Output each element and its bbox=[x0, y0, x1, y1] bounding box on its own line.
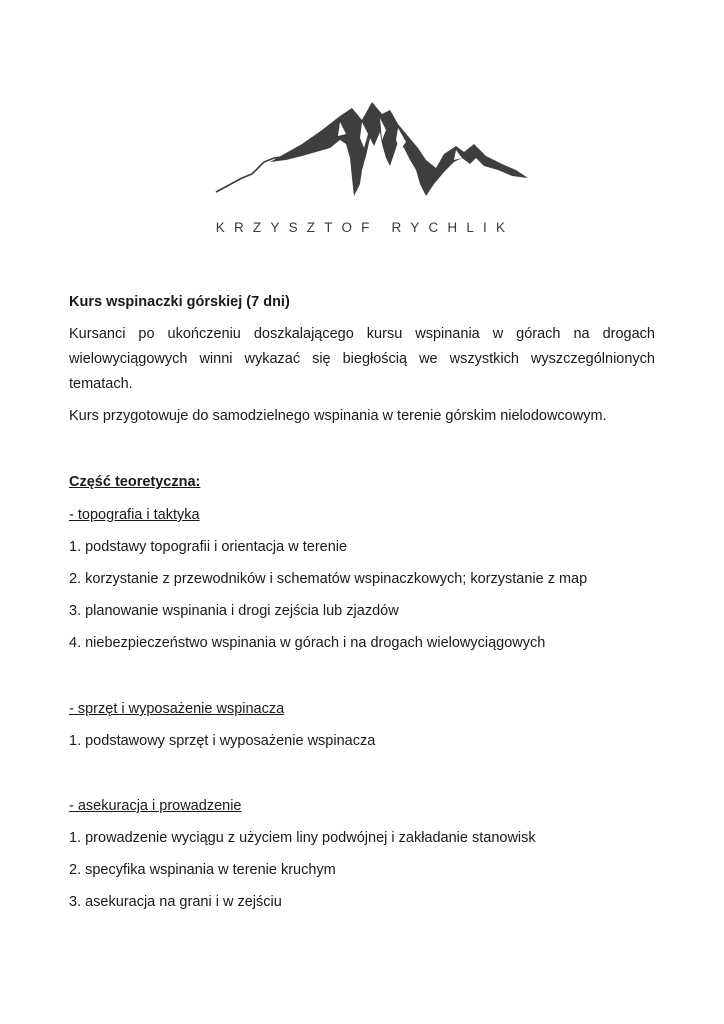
theory-heading: Część teoretyczna: bbox=[69, 474, 201, 490]
list-item: 1. podstawowy sprzęt i wyposażenie wspinacza bbox=[69, 733, 376, 749]
list-item: 1. podstawy topografii i orientacja w terenie bbox=[69, 539, 348, 555]
list-item: 2. korzystanie z przewodników i schematów wspinaczkowych; korzystanie z map bbox=[69, 571, 588, 587]
section-heading-topography: - topografia i taktyka bbox=[69, 507, 200, 523]
intro-paragraph: Kursanci po ukończeniu doszkalającego kursu wspinania w górach na drogach wielowyciągowych winni wykazać się biegłością we wszystkich wyszczególnionych tematach. bbox=[69, 326, 655, 392]
section-heading-belaying: - asekuracja i prowadzenie bbox=[69, 798, 242, 814]
brand-name: KRZYSZTOF RYCHLIK bbox=[215, 220, 515, 235]
intro-note: Kurs przygotowuje do samodzielnego wspinania w terenie górskim nielodowcowym. bbox=[69, 408, 607, 424]
course-title: Kurs wspinaczki górskiej (7 dni) bbox=[69, 294, 290, 310]
list-item: 2. specyfika wspinania w terenie kruchym bbox=[69, 862, 336, 878]
list-item: 3. planowanie wspinania i drogi zejścia lub zjazdów bbox=[69, 603, 399, 619]
logo bbox=[0, 100, 724, 240]
mountain-logo-icon bbox=[212, 100, 532, 200]
list-item: 1. prowadzenie wyciągu z użyciem liny podwójnej i zakładanie stanowisk bbox=[69, 830, 536, 846]
section-heading-equipment: - sprzęt i wyposażenie wspinacza bbox=[69, 701, 285, 717]
list-item: 4. niebezpieczeństwo wspinania w górach i na drogach wielowyciągowych bbox=[69, 635, 546, 651]
list-item: 3. asekuracja na grani i w zejściu bbox=[69, 894, 282, 910]
